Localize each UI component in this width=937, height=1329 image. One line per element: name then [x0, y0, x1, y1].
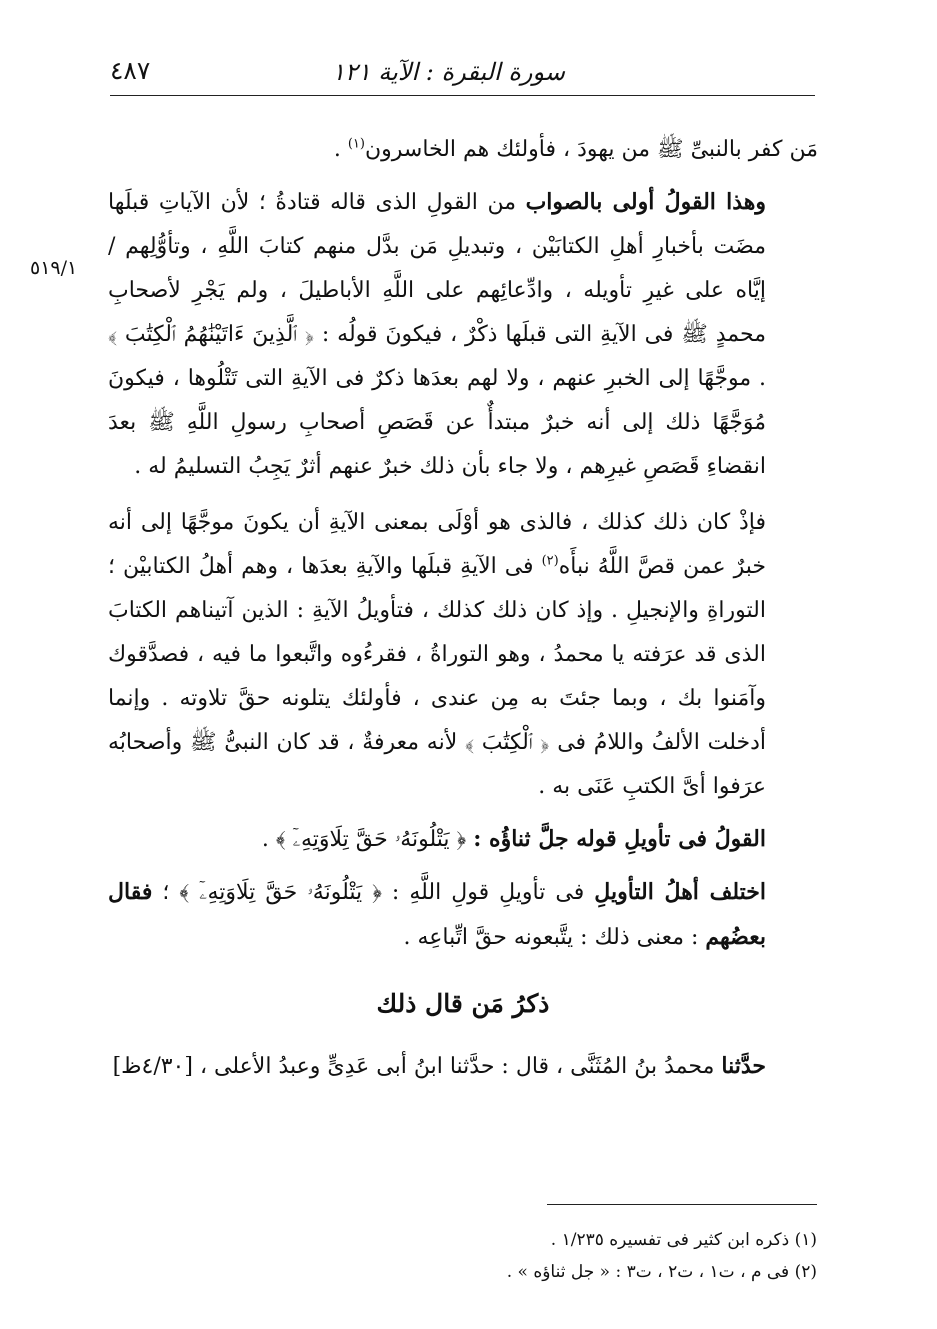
footnote-ref-2[interactable]: (٢): [541, 553, 559, 569]
header-rule: [110, 95, 815, 96]
p6-lead: حدَّثنا: [721, 1053, 766, 1079]
paragraph-5: [108, 870, 818, 960]
page-number: ٤٨٧: [110, 56, 151, 85]
footnotes: [217, 1224, 817, 1288]
section-heading: ذكرُ مَن قال ذلك: [376, 989, 550, 1018]
p6-text: محمدُ بنُ المُثَنَّى ، قال : حدَّثنا ابنُ أبى عَدِىٍّ وعبدُ الأعلى ، [٤/٣٠ظ]: [112, 1054, 722, 1079]
p1-end: .: [333, 137, 348, 162]
paragraph-3: [108, 501, 818, 809]
footnote-1: (١) ذكره ابن كثير فى تفسيره ١/٢٣٥ .: [550, 1230, 817, 1250]
p5-lead: اختلف أهلُ التأويلِ: [594, 879, 767, 905]
p1-text: مَن كفر بالنبىِّ ﷺ من يهودَ ، فأولئك هم الخاسرون: [364, 137, 818, 162]
footnote-rule: [547, 1204, 817, 1205]
p4-text: ﴿ يَتْلُونَهُۥ حَقَّ تِلَاوَتِهِۦٓ ﴾ .: [261, 827, 474, 852]
paragraph-2: [108, 180, 818, 489]
p5-text: فى تأويلِ قولِ اللَّهِ : ﴿ يَتْلُونَهُۥ حَقَّ تِلَاوَتِهِۦٓ ﴾ ؛: [152, 880, 595, 905]
p3-text: فإذْ كان ذلك كذلك ، فالذى هو أوْلَى بمعنى الآيةِ أن يكونَ موجَّهًا إلى أنه خبرٌ عمن قصَّ اللَّهُ نبأَه: [108, 510, 767, 579]
paragraph-6: [108, 1044, 818, 1089]
p2-lead: وهذا القولُ أولى بالصواب: [525, 189, 767, 215]
p5-lead-2: فقال بعضُهم: [108, 879, 766, 950]
p4-lead: القولُ فى تأويلِ قوله جلَّ ثناؤُه :: [473, 826, 766, 852]
footnote-2: (٢) فى م ، ت١ ، ت٢ ، ت٣ : « جل ثناؤه » .: [506, 1262, 817, 1282]
header-title: سورة البقرة : الآية ١٢١: [331, 58, 565, 86]
paragraph-4: [108, 817, 818, 862]
paragraph-1: [108, 128, 818, 172]
p5-end: : معنى ذلك : يتَّبعونه حقَّ اتِّباعِه .: [403, 925, 706, 950]
p3-rest: فى الآيةِ قبلَها والآيةِ بعدَها ، وهم أهلُ الكتابيْن ؛ التوراةِ والإنجيلِ . وإذ كان ذلك كذلك ، فتأويلُ الآيةِ : الذين آتيناهم الكتابَ الذى قد عرَفته يا محمدُ ، وهو التوراةُ ، فقرءُوه واتَّبعوا ما فيه ، فصدَّقوك وآمَنوا بك ، وبما جئتَ به مِن عندى ، فأولئك يتلونه حقَّ تلاوته . وإنما أدخلت الألفُ واللامُ فى ﴿ ٱلْكِتَٰبَ ﴾ لأنه معرفةٌ ، قد كان النبىُّ ﷺ وأصحابُه عرَفوا أىَّ الكتبِ عَنَى به .: [108, 554, 766, 799]
main-text: [108, 128, 818, 1089]
margin-reference: ٥١٩/١: [30, 257, 78, 279]
p2-text: من القولِ الذى قاله قتادةُ ؛ لأن الآياتِ قبلَها مضَت بأخبارِ أهلِ الكتابَيْن ، وتبديلِ مَن بدَّل منهم كتابَ اللَّهِ ، وتأوُّلِهم / إيَّاه على غيرِ تأويله ، وادِّعائِهم على اللَّهِ الأباطيلَ ، ولم يَجْرِ لأصحابِ محمدٍ ﷺ فى الآيةِ التى قبلَها ذكْرٌ ، فيكونَ قولُه : ﴿ ٱلَّذِينَ ءَاتَيْنَٰهُمُ ٱلْكِتَٰبَ ﴾ . موجَّهًا إلى الخبرِ عنهم ، ولا لهم بعدَها ذكرٌ فى الآيةِ التى تَتْلُوها ، فيكونَ مُوَجَّهًا ذلك إلى أنه خبرٌ مبتدأٌ عن قَصَصِ أصحابِ رسولِ اللَّهِ ﷺ بعدَ انقضاءِ قَصَصِ غيرِهم ، ولا جاء بأن ذلك خبرٌ عنهم أثرٌ يَجِبُ التسليمُ له .: [108, 190, 766, 479]
footnote-ref-1[interactable]: (١): [347, 136, 365, 152]
running-header: [110, 52, 815, 96]
